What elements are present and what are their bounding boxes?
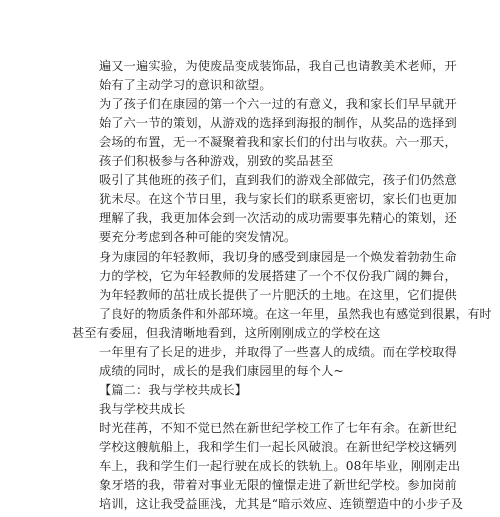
text-line: 学校这艘航船上，我和学生们一起长风破浪。在新世纪学校这辆列 (99, 440, 457, 454)
section-heading: 【篇二：我与学校共成长】 (99, 383, 248, 397)
text-line: 要充分考虑到各种可能的突发情况。 (99, 230, 297, 244)
article-title: 我与学校共成长 (99, 402, 186, 416)
text-line: 为了孩子们在康园的第一个六一过的有意义，我和家长们早早就开 (99, 97, 457, 111)
text-line: 始了六一节的策划，从游戏的选择到海报的制作，从奖品的选择到 (99, 116, 457, 130)
text-line: 犹未尽。在这个节日里，我与家长们的联系更密切，家长们也更加 (99, 192, 457, 206)
text-line: 车上，我和学生们一起行驶在成长的铁轨上。08年毕业，刚刚走出 (99, 459, 461, 473)
text-line: 甚至有委屈，但我清晰地看到，这所刚刚成立的学校在这 (72, 326, 381, 340)
text-line: 一年里有了长足的进步，并取得了一些喜人的成绩。而在学校取得 (99, 345, 457, 359)
text-line: 了良好的物质条件和外部环境。在这一年里，虽然我也有感觉到很累，有时 (99, 307, 492, 321)
text-line: 遍又一遍实验，为使废品变成装饰品，我自己也请教美术老师，开 (99, 59, 457, 73)
text-line: 孩子们积极参与各种游戏，别致的奖品甚至 (99, 154, 334, 168)
text-line: 吸引了其他班的孩子们，直到我们的游戏全部做完，孩子们仍然意 (99, 173, 457, 187)
text-line: 成绩的同时，成长的是我们康园里的每个人~ (99, 364, 344, 378)
text-line: 始有了主动学习的意识和欲望。 (99, 78, 272, 92)
text-line: 身为康园的年轻教师，我切身的感受到康园是一个焕发着勃勃生命 (99, 250, 457, 264)
text-line: 时光荏苒，不知不觉已然在新世纪学校工作了七年有余。在新世纪 (99, 421, 457, 435)
text-line: 培训，这让我受益匪浅，尤其是“暗示效应、连锁塑造中的小步子及 (99, 497, 464, 511)
text-line: 为年轻教师的茁壮成长提供了一片肥沃的土地。在这里，它们提供 (99, 288, 457, 302)
text-line: 力的学校，它为年轻教师的发展搭建了一个不仅份我广阔的舞台， (99, 269, 457, 283)
text-line: 会场的布置，无一不凝聚着我和家长们的付出与收获。六一那天， (99, 135, 457, 149)
text-line: 理解了我，我更加体会到一次活动的成功需要事先精心的策划，还 (99, 211, 457, 225)
text-line: 象牙塔的我，带着对事业无限的憧憬走进了新世纪学校。参加岗前 (99, 478, 457, 492)
